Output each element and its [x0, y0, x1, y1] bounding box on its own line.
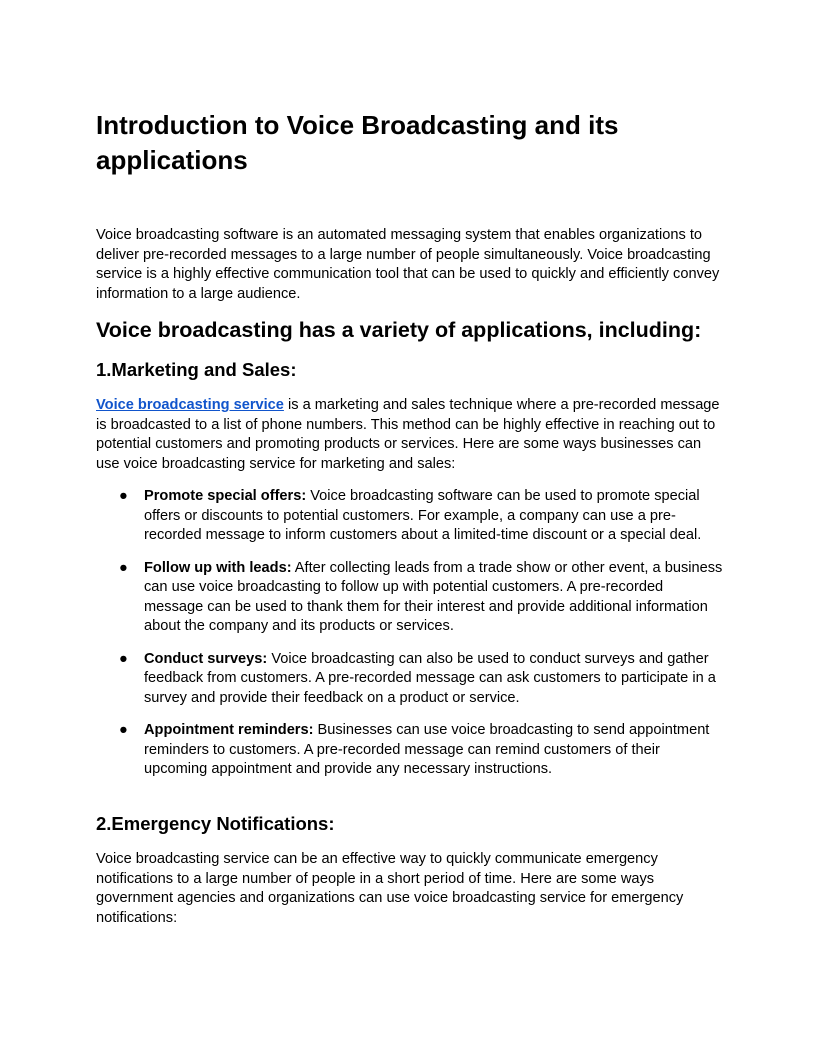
marketing-bullet-list	[96, 487, 726, 793]
section-heading-emergency: 2.Emergency Notifications:	[96, 813, 335, 834]
bullet-text: Voice broadcasting can also be used to conduct surveys and gather feedback from customers. A pre-recorded message can ask customers to participate in a survey and provide their feedback on a product or service.	[144, 650, 716, 706]
bullet-lead: Appointment reminders:	[144, 722, 314, 738]
bullet-text: Voice broadcasting software can be used to promote special offers or discounts to potential customers. For example, a company can use a pre-recorded message to inform customers about a limited-time discount or a special deal.	[144, 488, 702, 543]
bullet-text: Businesses can use voice broadcasting to send appointment reminders to customers. A pre-recorded message can remind customers of their upcoming appointment and provide any necessary instructions.	[144, 722, 710, 777]
bullet-lead: Promote special offers:	[144, 488, 307, 504]
bullet-lead: Follow up with leads:	[144, 559, 292, 576]
list-item	[96, 559, 726, 637]
bullet-icon: ●	[119, 488, 128, 504]
emergency-paragraph: Voice broadcasting service can be an effective way to quickly communicate emergency notifications to a large number of people in a short period of time. Here are some ways government agencies and organizations can use voice broadcasting service for emergency notifications:	[96, 851, 684, 926]
section-heading-marketing: 1.Marketing and Sales:	[96, 359, 297, 380]
bullet-icon: ●	[119, 722, 128, 738]
intro-paragraph: Voice broadcasting software is an automated messaging system that enables organizations to deliver pre-recorded messages to a large number of people simultaneously. Voice broadcasting service is a highly effective communication tool that can be used to quickly and efficiently convey information to a large audience.	[96, 227, 720, 302]
list-item	[96, 650, 726, 709]
marketing-paragraph	[96, 396, 721, 474]
voice-broadcasting-service-link[interactable]: Voice broadcasting service	[96, 397, 284, 413]
applications-heading: Voice broadcasting has a variety of applications, including:	[96, 318, 702, 342]
marketing-paragraph-text: is a marketing and sales technique where a pre-recorded message is broadcasted to a list of phone numbers. This method can be highly effective in reaching out to potential customers and promoting products or services. Here are some ways businesses can use voice broadcasting service for marketing and sales:	[96, 397, 720, 472]
bullet-lead: Conduct surveys:	[144, 650, 268, 667]
bullet-icon: ●	[119, 559, 128, 576]
document-title: Introduction to Voice Broadcasting and its applications	[96, 110, 619, 175]
bullet-text: After collecting leads from a trade show or other event, a business can use voice broadcasting to follow up with potential customers. A pre-recorded message can be used to thank them for their interest and provide additional information about the company and its products or services.	[144, 559, 723, 634]
bullet-icon: ●	[119, 650, 128, 667]
list-item	[96, 487, 726, 546]
list-item	[96, 721, 726, 780]
